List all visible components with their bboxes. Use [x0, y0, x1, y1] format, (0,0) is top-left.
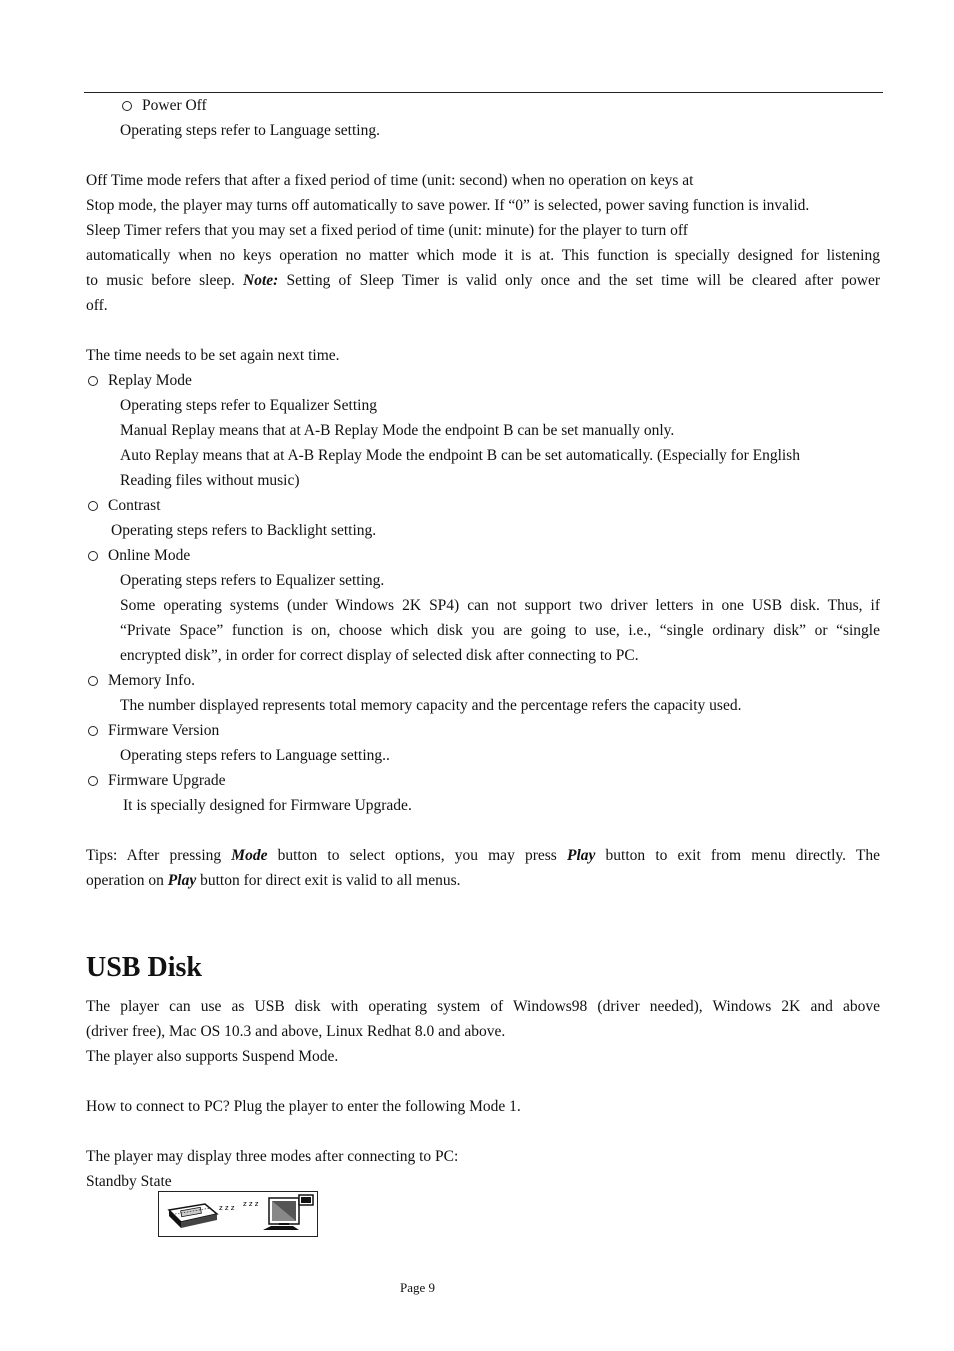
circle-bullet-icon: [88, 501, 98, 511]
usb-line-5: The player may display three modes after connecting to PC:: [86, 1148, 459, 1165]
memory-info-heading: Memory Info.: [88, 671, 195, 691]
online-mode-heading: Online Mode: [88, 546, 190, 566]
sleep-timer-line-2: automatically when no keys operation no matter which mode it is at. This function is specially designed for listening: [86, 247, 880, 264]
online-mode-line-1: Operating steps refers to Equalizer setting.: [120, 572, 385, 589]
firmware-upgrade-line-1: It is specially designed for Firmware Upgrade.: [123, 797, 412, 814]
circle-bullet-icon: [88, 776, 98, 786]
tips-line-2: operation on Play button for direct exit is valid to all menus.: [86, 872, 461, 889]
svg-text:z z z: z z z: [243, 1200, 259, 1208]
replay-mode-line-4: Reading files without music): [120, 472, 300, 489]
circle-bullet-icon: [88, 551, 98, 561]
player-device-icon: [169, 1204, 217, 1228]
sleep-timer-line-3: to music before sleep. Note: Setting of Sleep Timer is valid only once and the set time will be cleared after power: [86, 272, 880, 289]
firmware-version-line-1: Operating steps refers to Language setting..: [120, 747, 390, 764]
circle-bullet-icon: [88, 676, 98, 686]
off-time-line-2: Stop mode, the player may turns off automatically to save power. If “0” is selected, power saving function is invalid.: [86, 197, 810, 214]
usb-line-2: (driver free), Mac OS 10.3 and above, Linux Redhat 8.0 and above.: [86, 1023, 506, 1040]
play-key-label: Play: [566, 847, 596, 864]
header-rule: [84, 92, 883, 93]
contrast-line-1: Operating steps refers to Backlight setting.: [111, 522, 377, 539]
usb-line-1: The player can use as USB disk with operating system of Windows98 (driver needed), Windows 2K and above: [86, 998, 880, 1015]
page-number: Page 9: [400, 1280, 436, 1295]
online-mode-line-2: Some operating systems (under Windows 2K SP4) can not support two driver letters in one USB disk. Thus, if: [120, 597, 880, 614]
contrast-heading: Contrast: [88, 496, 161, 516]
standby-illustration: [159, 1192, 317, 1236]
usb-line-4: How to connect to PC? Plug the player to enter the following Mode 1.: [86, 1098, 521, 1115]
play-key-label: Play: [167, 872, 197, 889]
usb-disk-heading: USB Disk: [86, 952, 202, 983]
tips-line-1: Tips: After pressing Mode button to select options, you may press Play button to exit from menu directly. The: [86, 847, 880, 864]
power-off-steps: Operating steps refer to Language setting.: [120, 122, 380, 139]
usb-line-3: The player also supports Suspend Mode.: [86, 1048, 339, 1065]
firmware-upgrade-heading: Firmware Upgrade: [88, 771, 226, 791]
replay-mode-line-2: Manual Replay means that at A-B Replay Mode the endpoint B can be set manually only.: [120, 422, 675, 439]
svg-text:z z z: z z z: [219, 1204, 235, 1212]
computer-monitor-icon: [263, 1195, 313, 1230]
replay-mode-heading: Replay Mode: [88, 371, 192, 391]
firmware-version-heading: Firmware Version: [88, 721, 219, 741]
circle-bullet-icon: [122, 101, 132, 111]
replay-mode-line-1: Operating steps refer to Equalizer Setting: [120, 397, 377, 414]
standby-state-figure: [158, 1191, 318, 1237]
sleep-zz-icon: [219, 1200, 259, 1212]
online-mode-line-4: encrypted disk”, in order for correct display of selected disk after connecting to PC.: [120, 647, 639, 664]
standby-state-label: Standby State: [86, 1173, 172, 1190]
sleep-timer-line-5: The time needs to be set again next time.: [86, 347, 340, 364]
power-off-heading: Power Off: [122, 96, 207, 116]
off-time-line-1: Off Time mode refers that after a fixed period of time (unit: second) when no operation on keys at: [86, 172, 694, 189]
circle-bullet-icon: [88, 376, 98, 386]
replay-mode-line-3: Auto Replay means that at A-B Replay Mode the endpoint B can be set automatically. (Especially for English: [120, 447, 800, 464]
sleep-timer-line-4: off.: [86, 297, 108, 314]
circle-bullet-icon: [88, 726, 98, 736]
sleep-timer-line-1: Sleep Timer refers that you may set a fixed period of time (unit: minute) for the player to turn off: [86, 222, 688, 239]
online-mode-line-3: “Private Space” function is on, choose which disk you are going to use, i.e., “single ordinary disk” or “single: [120, 622, 880, 639]
memory-info-line-1: The number displayed represents total memory capacity and the percentage refers the capacity used.: [120, 697, 742, 714]
note-label: Note:: [243, 272, 279, 289]
mode-key-label: Mode: [231, 847, 268, 864]
